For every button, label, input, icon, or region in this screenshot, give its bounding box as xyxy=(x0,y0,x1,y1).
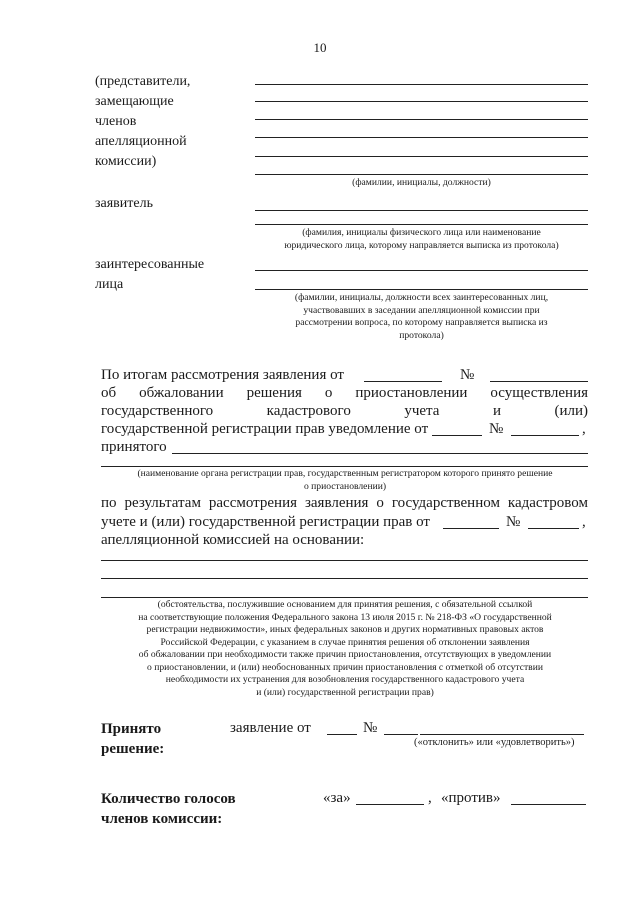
consideration-date-blank[interactable] xyxy=(443,528,499,529)
results-word: осуществления xyxy=(490,385,589,401)
results-word: и xyxy=(492,403,501,419)
circumstances-caption-line: (обстоятельства, послужившие основанием для принятия решения, с обязательной ссылкой xyxy=(157,599,533,610)
decision-label xyxy=(101,719,164,759)
circumstances-caption xyxy=(90,599,600,699)
circumstances-caption-line: необходимости их устранения для возобновления государственного кадастрового учета xyxy=(165,674,525,685)
votes-for-blank[interactable] xyxy=(356,804,424,805)
applicant-fill-line[interactable] xyxy=(255,210,588,211)
interested-caption xyxy=(255,292,588,342)
representatives-label xyxy=(95,72,190,172)
representatives-fill-line[interactable] xyxy=(255,101,588,102)
decision-date-blank[interactable] xyxy=(327,734,357,735)
representatives-label-line: замещающие xyxy=(95,94,174,109)
representatives-fill-line[interactable] xyxy=(255,119,588,120)
interested-fill-line[interactable] xyxy=(255,270,588,271)
representatives-caption: (фамилии, инициалы, должности) xyxy=(352,177,491,188)
results-number-sign: № xyxy=(460,367,475,383)
notice-date-blank[interactable] xyxy=(432,435,482,436)
representatives-label-line: членов xyxy=(95,114,137,129)
decision-label-line: Принято xyxy=(101,721,162,737)
grounds-fill-line[interactable] xyxy=(101,597,588,598)
interested-caption-line: рассмотрении вопроса, по которому направляется выписка из xyxy=(295,317,548,328)
applicant-fill-line[interactable] xyxy=(255,224,588,225)
interested-caption-line: (фамилии, инициалы, должности всех заинтересованных лиц, xyxy=(294,292,549,303)
notice-number-blank[interactable] xyxy=(511,435,579,436)
decision-outcome-blank[interactable] xyxy=(420,734,584,735)
results-line5: принятого xyxy=(101,439,167,455)
decision-label-line: решение: xyxy=(101,741,165,757)
results-caption-line: о приостановлении) xyxy=(303,480,387,492)
interested-label xyxy=(95,255,204,295)
interested-label-line: лица xyxy=(95,277,124,292)
votes-label-line: членов комиссии: xyxy=(101,811,223,827)
decision-number-sign: № xyxy=(363,720,378,736)
results-word: государственного xyxy=(101,403,214,419)
interested-caption-line: протокола) xyxy=(399,329,444,341)
consideration-line1: по результатам рассмотрения заявления о государственном кадастровом xyxy=(101,495,588,511)
circumstances-caption-line: об обжаловании при необходимости также причин приостановления, отсутствующих в уведомлении xyxy=(138,649,552,660)
consideration-line2: учете и (или) государственной регистрации прав от xyxy=(101,514,430,530)
representatives-fill-line[interactable] xyxy=(255,84,588,85)
votes-label-line: Количество голосов xyxy=(101,791,236,807)
results-word: решения xyxy=(246,385,302,401)
votes-label xyxy=(101,789,236,829)
grounds-fill-line[interactable] xyxy=(101,560,588,561)
interested-caption-line: участвовавших в заседании апелляционной комиссии при xyxy=(303,304,540,316)
decision-number-blank[interactable] xyxy=(384,734,418,735)
circumstances-caption-line: регистрации недвижимости», иных федеральных законов и других нормативных правовых актов xyxy=(146,624,544,635)
votes-against-blank[interactable] xyxy=(511,804,586,805)
decision-caption: («отклонить» или «удовлетворить») xyxy=(414,737,575,748)
interested-label-line: заинтересованные xyxy=(95,257,205,272)
representatives-label-line: апелляционной xyxy=(95,134,187,149)
results-word: кадастрового xyxy=(266,403,351,419)
applicant-caption xyxy=(245,227,598,252)
representatives-label-line: (представители, xyxy=(95,74,191,89)
adopted-by-blank[interactable] xyxy=(172,453,588,454)
applicant-label: заявитель xyxy=(95,196,153,211)
results-line4: государственной регистрации прав уведомление от xyxy=(101,421,429,437)
results-line4-comma: , xyxy=(582,421,586,437)
results-word: о xyxy=(324,385,333,401)
representatives-fill-line[interactable] xyxy=(255,137,588,138)
circumstances-caption-line: о приостановлении, и (или) необоснованных причин приостановления с отметкой об отсутствии xyxy=(147,661,543,673)
votes-for-label: «за» xyxy=(323,790,351,806)
results-caption xyxy=(90,468,600,493)
votes-against-label: «против» xyxy=(441,790,501,806)
notice-number-sign: № xyxy=(489,421,504,437)
results-word: об xyxy=(101,385,117,401)
representatives-label-line: комиссии) xyxy=(95,154,157,169)
results-word: учета xyxy=(404,403,440,419)
page-number: 10 xyxy=(313,40,327,55)
applicant-caption-line: (фамилия, инициалы физического лица или наименование xyxy=(302,227,541,238)
representatives-fill-line[interactable] xyxy=(255,174,588,175)
consideration-number-sign: № xyxy=(506,514,521,530)
decision-statement: заявление от xyxy=(230,720,311,736)
applicant-caption-line: юридического лица, которому направляется выписка из протокола) xyxy=(284,239,559,251)
interested-fill-line[interactable] xyxy=(255,289,588,290)
circumstances-caption-line: Российской Федерации, с указанием в случае принятия решения об отклонении заявления xyxy=(160,636,530,648)
consideration-number-blank[interactable] xyxy=(528,528,579,529)
results-word: обжаловании xyxy=(139,385,224,401)
adopted-by-blank[interactable] xyxy=(101,466,588,467)
results-word: (или) xyxy=(554,403,588,419)
circumstances-caption-line: и (или) государственной регистрации прав) xyxy=(256,686,434,698)
results-line3 xyxy=(101,402,588,421)
consideration-line3: апелляционной комиссией на основании: xyxy=(101,532,365,548)
circumstances-caption-line: на соответствующие положения Федерального закона 13 июля 2015 г. № 218-ФЗ «О государственной xyxy=(138,611,552,623)
results-line2 xyxy=(101,384,588,403)
votes-separator: , xyxy=(428,790,432,806)
results-date-blank[interactable] xyxy=(364,381,442,382)
representatives-fill-line[interactable] xyxy=(255,156,588,157)
results-word: приостановлении xyxy=(355,385,468,401)
results-number-blank[interactable] xyxy=(490,381,588,382)
results-line1: По итогам рассмотрения заявления от xyxy=(101,367,344,383)
results-caption-line: (наименование органа регистрации прав, государственным регистратором которого принято решение xyxy=(137,468,553,479)
grounds-fill-line[interactable] xyxy=(101,578,588,579)
consideration-line2-comma: , xyxy=(582,514,586,530)
